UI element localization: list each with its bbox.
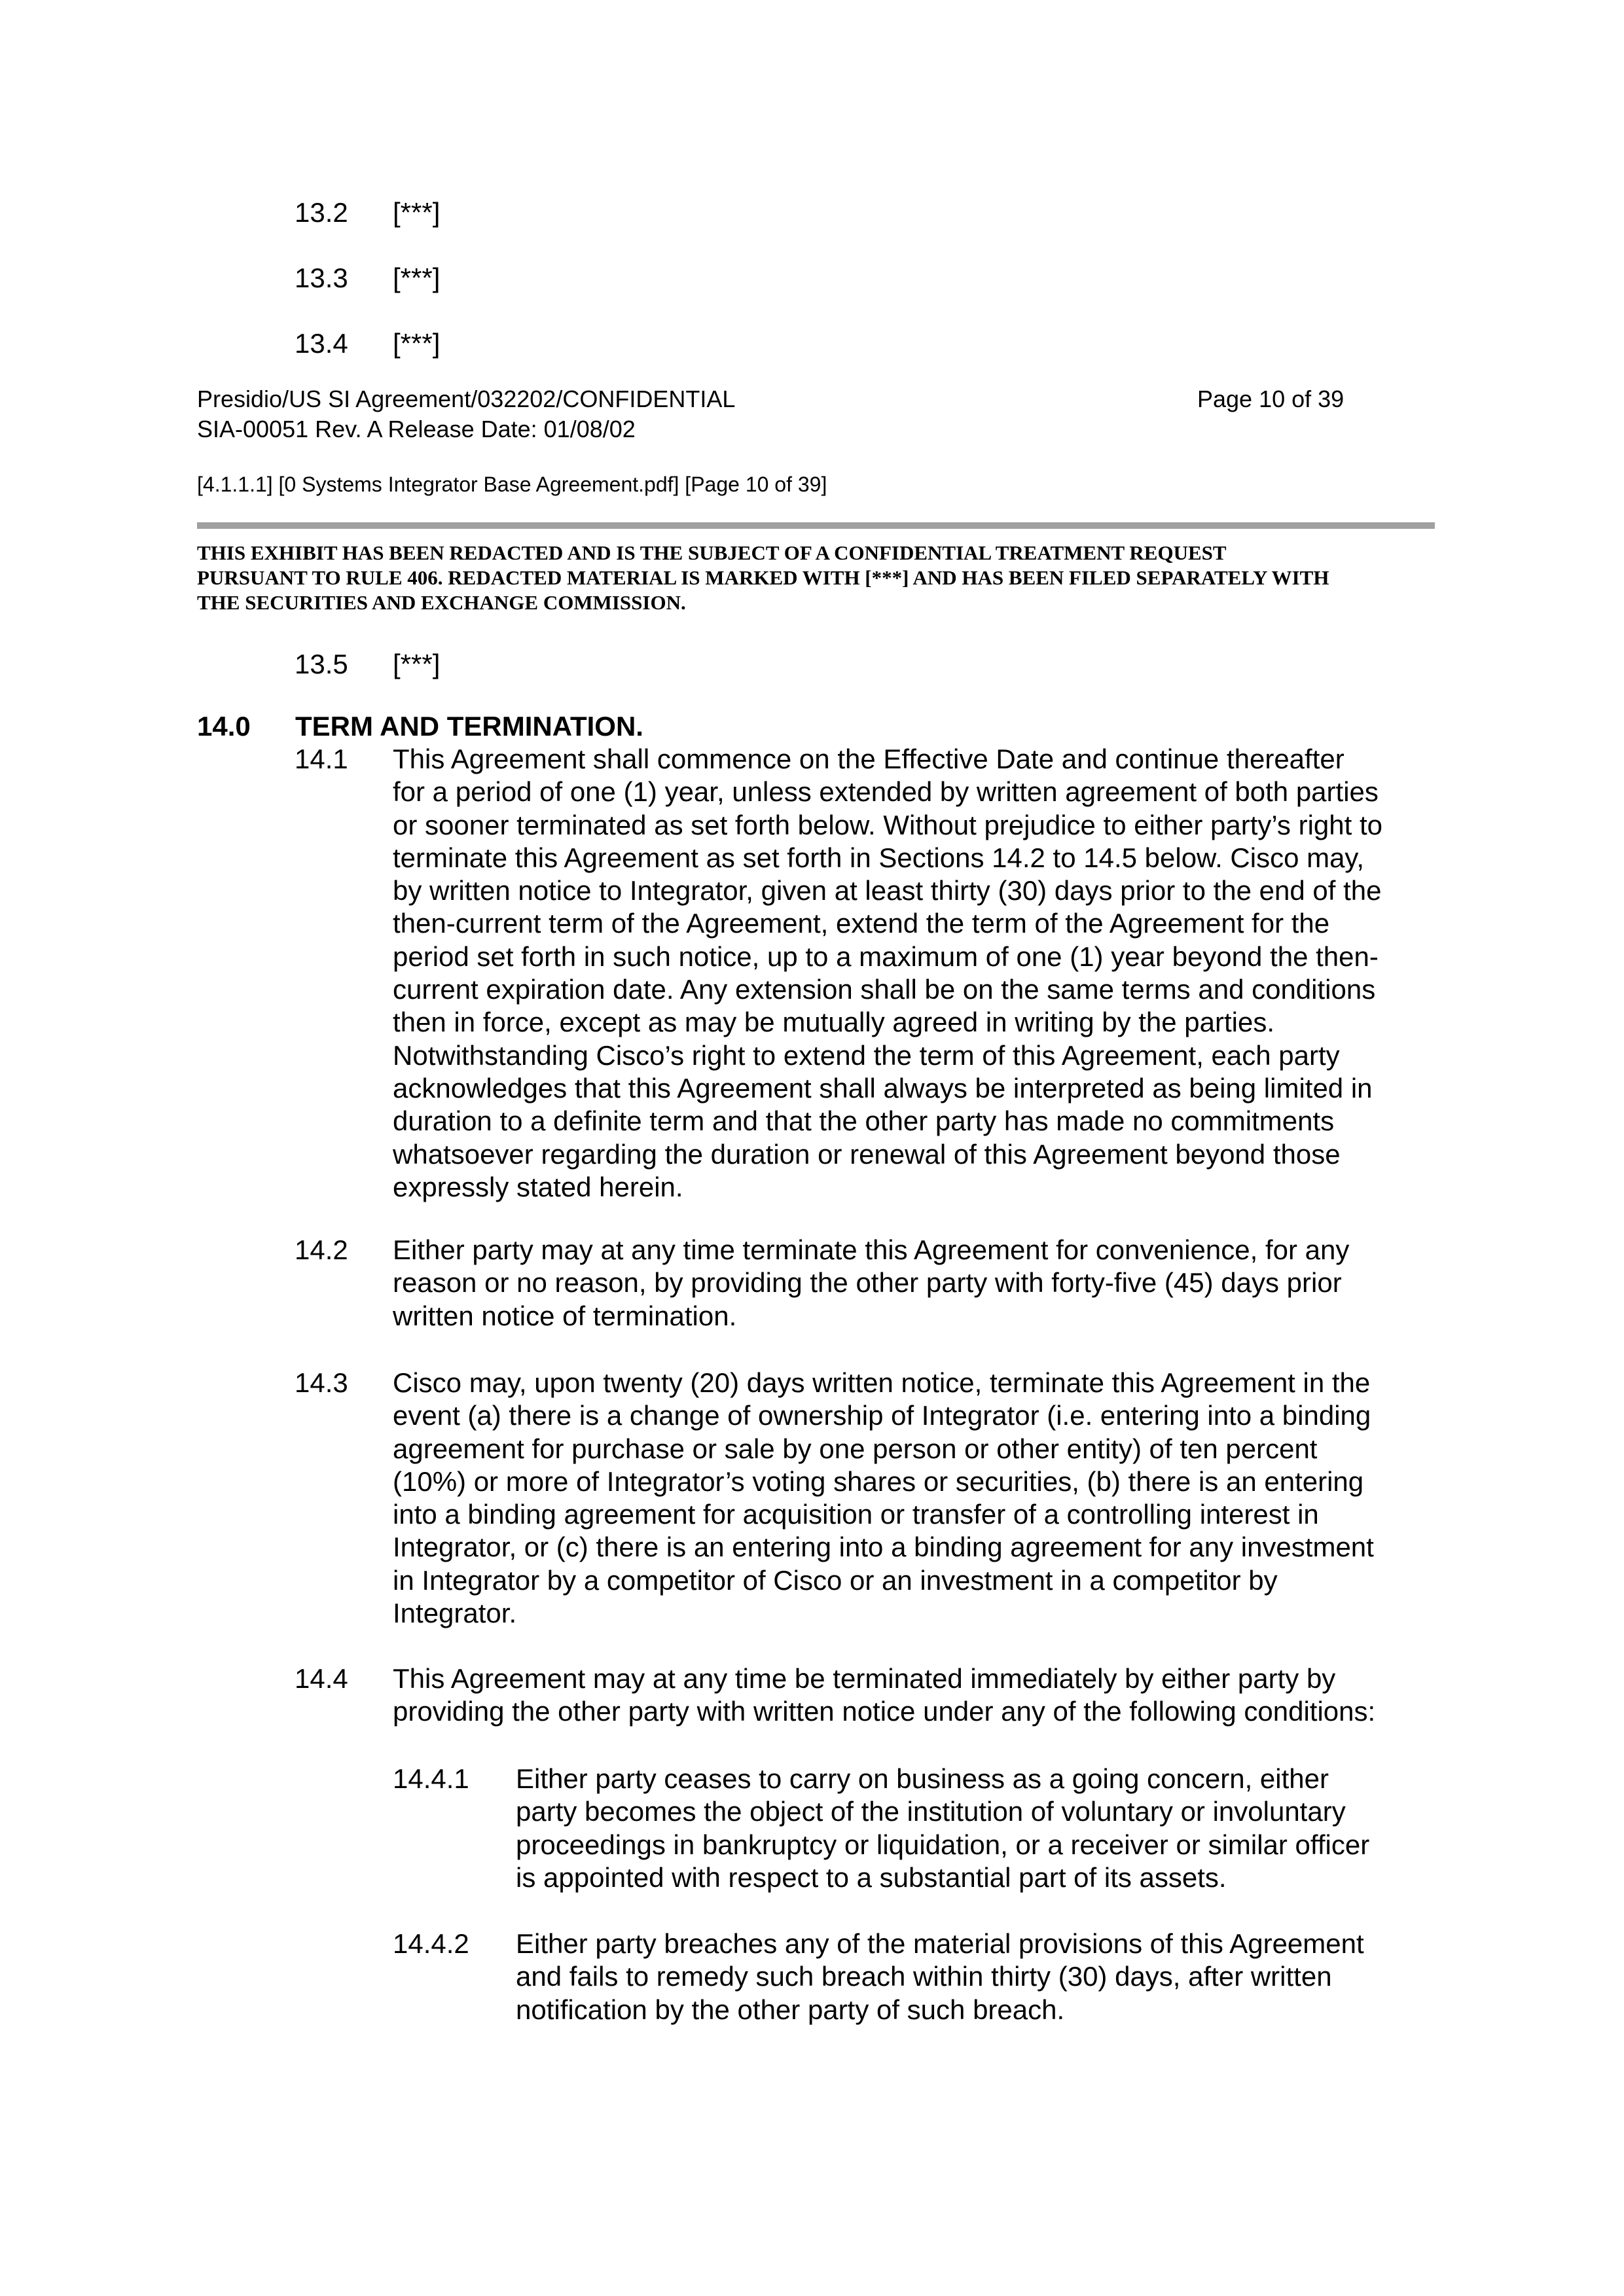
divider-rule <box>197 522 1435 529</box>
text-line: is appointed with respect to a substantial part of its assets. <box>516 1861 1227 1893</box>
clause-number: 14.4.1 <box>393 1763 469 1794</box>
item-text: [***] <box>393 262 441 293</box>
text-line: expressly stated herein. <box>393 1171 683 1202</box>
item-text: [***] <box>393 649 441 679</box>
footer-page-number: Page 10 of 39 <box>1197 386 1344 412</box>
clause-text <box>516 1763 1432 1894</box>
item-13-2 <box>295 196 440 229</box>
item-13-4 <box>295 327 440 360</box>
text-line: by written notice to Integrator, given at least thirty (30) days prior to the end of the <box>393 875 1382 906</box>
text-line: period set forth in such notice, up to a maximum of one (1) year beyond the then- <box>393 941 1379 972</box>
text-line: whatsoever regarding the duration or renewal of this Agreement beyond those <box>393 1138 1341 1170</box>
text-line: acknowledges that this Agreement shall always be interpreted as being limited in <box>393 1072 1373 1103</box>
text-line: event (a) there is a change of ownership of Integrator (i.e. entering into a binding <box>393 1400 1371 1431</box>
item-number: 13.5 <box>295 649 348 679</box>
text-line: then-current term of the Agreement, extend the term of the Agreement for the <box>393 908 1330 939</box>
text-line: proceedings in bankruptcy or liquidation, or a receiver or similar officer <box>516 1829 1370 1860</box>
text-line: terminate this Agreement as set forth in Sections 14.2 to 14.5 below. Cisco may, <box>393 842 1364 873</box>
text-line: in Integrator by a competitor of Cisco or an investment in a competitor by <box>393 1564 1278 1596</box>
clause-number: 14.4.2 <box>393 1928 469 1959</box>
text-line: Cisco may, upon twenty (20) days written notice, terminate this Agreement in the <box>393 1367 1371 1398</box>
text-line: or sooner terminated as set forth below. Without prejudice to either party’s right to <box>393 809 1382 840</box>
text-line: party becomes the object of the institution of voluntary or involuntary <box>516 1796 1346 1827</box>
text-line: Either party may at any time terminate this Agreement for convenience, for any <box>393 1234 1350 1265</box>
text-line: agreement for purchase or sale by one person or other entity) of ten percent <box>393 1433 1318 1464</box>
item-13-3 <box>295 262 440 295</box>
text-line: written notice of termination. <box>393 1300 737 1331</box>
text-line: This Agreement may at any time be terminated immediately by either party by <box>393 1663 1336 1694</box>
section-heading <box>197 710 643 743</box>
clause-number: 14.4 <box>295 1663 348 1694</box>
item-number: 13.2 <box>295 197 348 228</box>
text-line: This Agreement shall commence on the Effective Date and continue thereafter <box>393 744 1344 774</box>
text-line: providing the other party with written notice under any of the following conditions: <box>393 1696 1376 1727</box>
redaction-notice <box>197 541 1441 615</box>
text-line: current expiration date. Any extension shall be on the same terms and conditions <box>393 974 1376 1005</box>
item-text: [***] <box>393 197 441 228</box>
text-line: for a period of one (1) year, unless extended by written agreement of both parties <box>393 776 1379 808</box>
footer-agreement-line: Presidio/US SI Agreement/032202/CONFIDENTIAL <box>197 386 736 412</box>
file-reference: [4.1.1.1] [0 Systems Integrator Base Agreement.pdf] [Page 10 of 39] <box>197 473 827 496</box>
clause-text <box>393 1662 1538 1729</box>
text-line: reason or no reason, by providing the other party with forty-five (45) days prior <box>393 1267 1342 1299</box>
item-13-5 <box>295 648 440 681</box>
item-text: [***] <box>393 328 441 359</box>
text-line: and fails to remedy such breach within thirty (30) days, after written <box>516 1961 1332 1992</box>
clause-number: 14.3 <box>295 1367 348 1398</box>
footer-release-line: SIA-00051 Rev. A Release Date: 01/08/02 <box>197 416 636 442</box>
text-line: into a binding agreement for acquisition or transfer of a controlling interest in <box>393 1499 1319 1530</box>
notice-line: THE SECURITIES AND EXCHANGE COMMISSION. <box>197 591 686 614</box>
clause-text <box>393 743 1538 1204</box>
text-line: (10%) or more of Integrator’s voting shares or securities, (b) there is an entering <box>393 1465 1364 1497</box>
text-line: Either party ceases to carry on business as a going concern, either <box>516 1763 1329 1794</box>
text-line: Either party breaches any of the material provisions of this Agreement <box>516 1928 1364 1959</box>
text-line: then in force, except as may be mutually agreed in writing by the parties. <box>393 1007 1275 1038</box>
text-line: Integrator. <box>393 1598 517 1629</box>
clause-text <box>516 1928 1432 2026</box>
section-title: TERM AND TERMINATION. <box>295 711 643 742</box>
clause-text <box>393 1234 1538 1333</box>
clause-number: 14.2 <box>295 1234 348 1265</box>
clause-number: 14.1 <box>295 744 348 774</box>
text-line: duration to a definite term and that the other party has made no commitments <box>393 1105 1335 1137</box>
item-number: 13.3 <box>295 262 348 293</box>
clause-text <box>393 1367 1538 1630</box>
text-line: Integrator, or (c) there is an entering into a binding agreement for any investment <box>393 1532 1374 1563</box>
section-number: 14.0 <box>197 711 251 742</box>
text-line: Notwithstanding Cisco’s right to extend the term of this Agreement, each party <box>393 1039 1340 1071</box>
item-number: 13.4 <box>295 328 348 359</box>
notice-line: THIS EXHIBIT HAS BEEN REDACTED AND IS THE SUBJECT OF A CONFIDENTIAL TREATMENT REQUEST <box>197 541 1227 564</box>
text-line: notification by the other party of such breach. <box>516 1994 1065 2025</box>
notice-line: PURSUANT TO RULE 406. REDACTED MATERIAL IS MARKED WITH [***] AND HAS BEEN FILED SEPARATELY WITH <box>197 566 1329 589</box>
